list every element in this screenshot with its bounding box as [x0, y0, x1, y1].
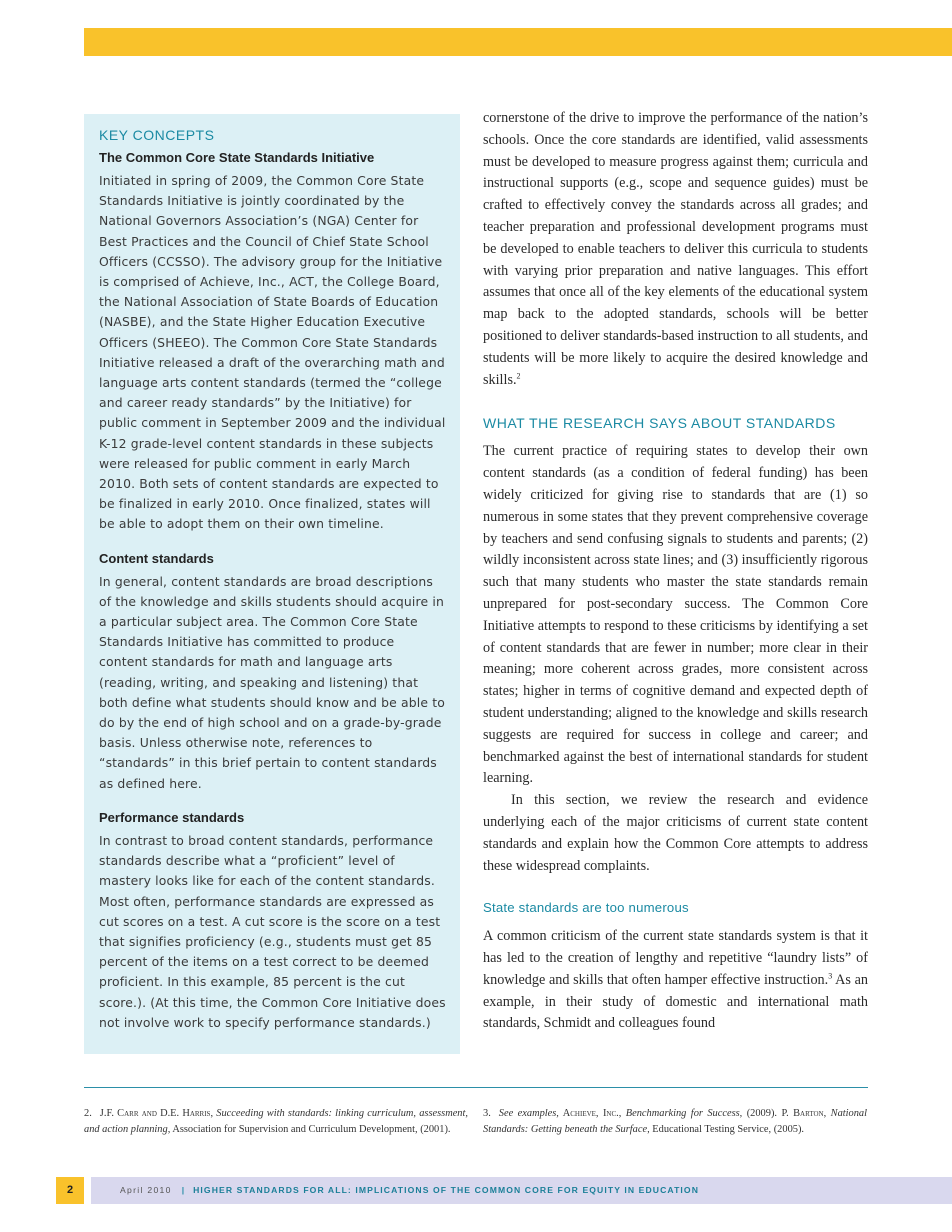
sidebar-text-content-standards: In general, content standards are broad descriptions of the knowledge and skills students should acquire in a particular subject area. The Common Core State Standards Initiative has committed to produce content standards for math and language arts (reading, writing, and speaking and listening) that both define what students should know and be able to do by the end of high school and on a grade-by-grade basis. Unless otherwise note, references to “standards” in this brief pertain to content standards as defined here. [99, 573, 445, 791]
intro-paragraph [483, 108, 868, 391]
sidebar-text-performance-standards: In contrast to broad content standards, performance standards describe what a “proficient” level of mastery looks like for each of the content standards. Most often, performance standards are expressed as cut scores on a test. A cut score is the score on a test that signifies proficiency (e.g., students must get 85 percent of the items on a test correct to be deemed proficient. In this example, 85 percent is the cut score.). (At this time, the Common Core Initiative does not involve work to specify performance standards.) [99, 832, 446, 1030]
footer-date: April 2010 [120, 1185, 172, 1195]
footer-publication-title: HIGHER STANDARDS FOR ALL: IMPLICATIONS OF THE COMMON CORE FOR EQUITY IN EDUCATION [193, 1185, 699, 1195]
footnote-3 [483, 1106, 867, 1138]
key-concepts-title: KEY CONCEPTS [99, 127, 215, 143]
footer-band [91, 1177, 952, 1204]
subheading-too-numerous: State standards are too numerous [483, 900, 689, 916]
numerous-paragraph-text-a: A common criticism of the current state standards system is that it has led to the creation of lengthy and repetitive “laundry lists” of knowledge and skills that often hamper effective instruction. [483, 928, 868, 988]
footnote-2-number: 2. [84, 1108, 92, 1119]
footnote-3-author-2: P. Barton, [781, 1108, 827, 1119]
section-review-paragraph: In this section, we review the research and evidence underlying each of the major criticisms of current state content standards and explain how the Common Core attempts to address these widespread complaints. [483, 792, 868, 874]
footnote-3-see: See examples, [498, 1108, 559, 1119]
research-paragraph: The current practice of requiring states to develop their own content standards (as a condition of federal funding) has been widely criticized for giving rise to standards that are (1) so numerous in some states that they prevent comprehensive coverage by teachers and send confusing signals to students and parents; (2) wildly inconsistent across state lines; and (3) insufficiently rigorous such that many students who master the state standards remain unprepared for post-secondary success. The Common Core Initiative attempts to respond to these criticisms by identifying a set of content standards that are fewer in number; more clear in their meaning; more coherent across grades, more consistent across states; higher in terms of cognitive demand and expected depth of student understanding; aligned to the knowledge and skills research suggests are required for success in college and career; and benchmarked against the best of international standards for student learning. [483, 443, 868, 787]
section-heading-research: WHAT THE RESEARCH SAYS ABOUT STANDARDS [483, 415, 836, 432]
footnote-2 [84, 1106, 468, 1138]
footnote-3-year: (2009). [742, 1108, 782, 1119]
sidebar-heading-content-standards: Content standards [99, 550, 214, 566]
footnote-divider [84, 1087, 868, 1088]
sidebar-text-common-core: Initiated in spring of 2009, the Common Core State Standards Initiative is jointly coordinated by the National Governors Association’s (NGA) Center for Best Practices and the Council of Chief State School Officers (CCSSO). The advisory group for the Initiative is comprised of Achieve, Inc., ACT, the College Board, the National Association of State Boards of Education (NASBE), and the State Higher Education Executive Officers (SHEEO). The Common Core State Standards Initiative released a draft of the overarching math and language arts content standards (termed the “college and career ready standards” by the Initiative) for public comment in September 2009 and the individual K-12 grade-level content standards in these subjects were released for public comment in early March 2010. Both sets of content standards are expected to be finalized in early 2010. Once finalized, states will be able to adopt them on their own timeline. [99, 173, 446, 532]
footnote-2-publisher: Association for Supervision and Curriculum Development, (2001). [170, 1124, 451, 1135]
page-number: 2 [56, 1177, 84, 1204]
footnote-ref-3[interactable]: 3 [828, 971, 833, 981]
footnote-3-org: Achieve, Inc., [558, 1108, 622, 1119]
footnote-3-title-1: Benchmarking for Success, [625, 1108, 743, 1119]
top-accent-bar [84, 28, 952, 56]
key-concepts-sidebar [84, 114, 460, 1054]
footer-separator: | [181, 1185, 185, 1195]
footnote-2-title: Succeeding with standards: linking curriculum, assessment, and action planning, [84, 1108, 468, 1135]
numerous-paragraph [483, 926, 868, 1035]
numerous-paragraph-text-b: As an example, in their study of domestic and international math standards, Schmidt and colleagues found [483, 971, 868, 1032]
main-column [483, 108, 868, 1035]
footnote-2-authors: J.F. Carr and D.E. Harris, [99, 1108, 214, 1119]
footnote-ref-2[interactable]: 2 [516, 370, 521, 380]
intro-paragraph-text: cornerstone of the drive to improve the performance of the nation’s schools. Once the core standards are identified, valid assessments must be developed to measure progress against them; curricula and instructional supports (e.g., scope and sequence guides) must be crafted to effectively convey the standards across all grades; and teacher preparation and professional development programs must be developed to enable teachers to deliver this curricula to students with varying prior preparation and native languages. This effort assumes that once all of the key elements of the educational system map back to the adopted standards, schools will be better positioned to deliver standards-based instruction to all students, and students will be more likely to acquire the desired knowledge and skills. [483, 110, 868, 388]
sidebar-heading-performance-standards: Performance standards [99, 809, 245, 825]
sidebar-heading-common-core: The Common Core State Standards Initiative [99, 150, 375, 165]
page-footer [56, 1177, 952, 1204]
footnote-3-publisher: Educational Testing Service, (2005). [649, 1124, 805, 1135]
footnote-3-title-2: National Standards: Getting beneath the Surface, [483, 1108, 868, 1135]
footnote-3-number: 3. [483, 1108, 491, 1119]
